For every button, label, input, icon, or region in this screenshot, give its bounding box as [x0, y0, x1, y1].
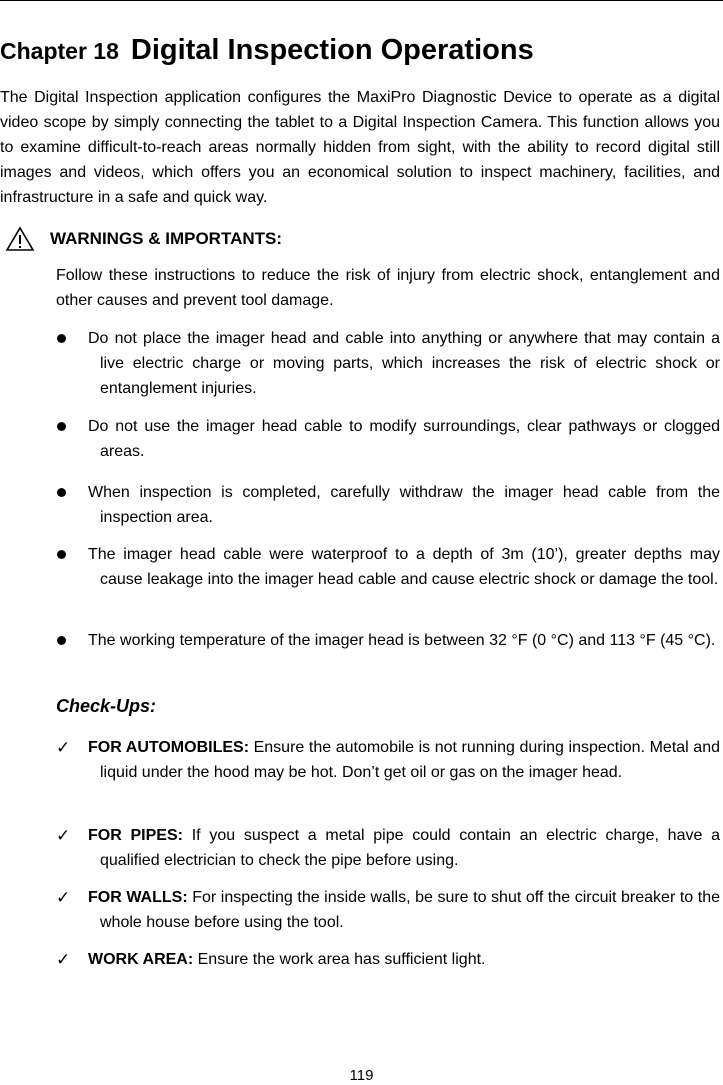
warnings-heading [0, 226, 723, 252]
warning-item-text: Do not place the imager head and cable into anything or anywhere that may contain a live electric charge or moving parts, which increases the risk of electric shock or entanglement injuries. [88, 330, 720, 397]
checkup-label: FOR AUTOMOBILES: [88, 739, 250, 756]
warning-item [56, 414, 720, 464]
warning-triangle-icon [5, 226, 35, 252]
checkup-description: If you suspect a metal pipe could contain an electric charge, have a qualified electrician to check the pipe before using. [100, 827, 721, 869]
bullet-icon [57, 488, 66, 497]
bullet-icon [57, 550, 66, 559]
checkup-label: FOR WALLS: [88, 889, 188, 906]
chapter-heading [0, 30, 723, 67]
bullet-icon [57, 422, 66, 431]
check-icon: ✓ [56, 950, 71, 969]
checkup-item-text [88, 823, 720, 873]
warning-item [56, 480, 720, 530]
warnings-heading-text: WARNINGS & IMPORTANTS: [50, 229, 283, 248]
bullet-icon [57, 636, 66, 645]
checkup-item [56, 947, 720, 972]
top-rule [0, 0, 723, 1]
checkup-description: Ensure the work area has sufficient light. [193, 951, 486, 968]
checkup-label: WORK AREA: [88, 951, 194, 968]
warning-item-text: The imager head cable were waterproof to a depth of 3m (10’), greater depths may cause leakage into the imager head cable and cause electric shock or damage the tool. [88, 546, 720, 588]
check-icon: ✓ [56, 888, 71, 907]
checkup-item-text [88, 947, 720, 972]
checkup-item [56, 823, 720, 873]
checkups-heading: Check-Ups: [56, 696, 157, 716]
checkup-description: For inspecting the inside walls, be sure to shut off the circuit breaker to the whole house before using the tool. [100, 889, 720, 931]
warning-item-text: When inspection is completed, carefully withdraw the imager head cable from the inspection area. [88, 484, 720, 526]
checkup-item-text [88, 885, 720, 935]
checkup-label: FOR PIPES: [88, 827, 183, 844]
checkup-item [56, 885, 720, 935]
warning-item-text: Do not use the imager head cable to modify surroundings, clear pathways or clogged areas. [88, 418, 720, 460]
bullet-icon [57, 334, 66, 343]
checkup-description: Ensure the automobile is not running during inspection. Metal and liquid under the hood may be hot. Don’t get oil or gas on the imager head. [100, 739, 721, 781]
warning-item [56, 628, 720, 653]
warning-item-text: The working temperature of the imager head is between 32 °F (0 °C) and 113 °F (45 °C). [88, 632, 716, 649]
warnings-lead: Follow these instructions to reduce the risk of injury from electric shock, entanglement and other causes and prevent tool damage. [56, 267, 720, 309]
check-icon: ✓ [56, 826, 71, 845]
intro-paragraph: The Digital Inspection application configures the MaxiPro Diagnostic Device to operate as a digital video scope by simply connecting the tablet to a Digital Inspection Camera. This function allows you to examine difficult-to-reach areas normally hidden from sight, with the ability to record digital still images and videos, which offers you an economical solution to inspect machinery, facilities, and infrastructure in a safe and quick way. [0, 89, 720, 206]
checkup-item [56, 735, 720, 785]
chapter-number: Chapter 18 [0, 38, 119, 64]
warning-item [56, 326, 720, 401]
check-icon: ✓ [56, 738, 71, 757]
checkup-item-text [88, 735, 720, 785]
page-number: 119 [349, 1067, 374, 1084]
chapter-title: Digital Inspection Operations [130, 34, 534, 66]
warning-item [56, 542, 720, 592]
